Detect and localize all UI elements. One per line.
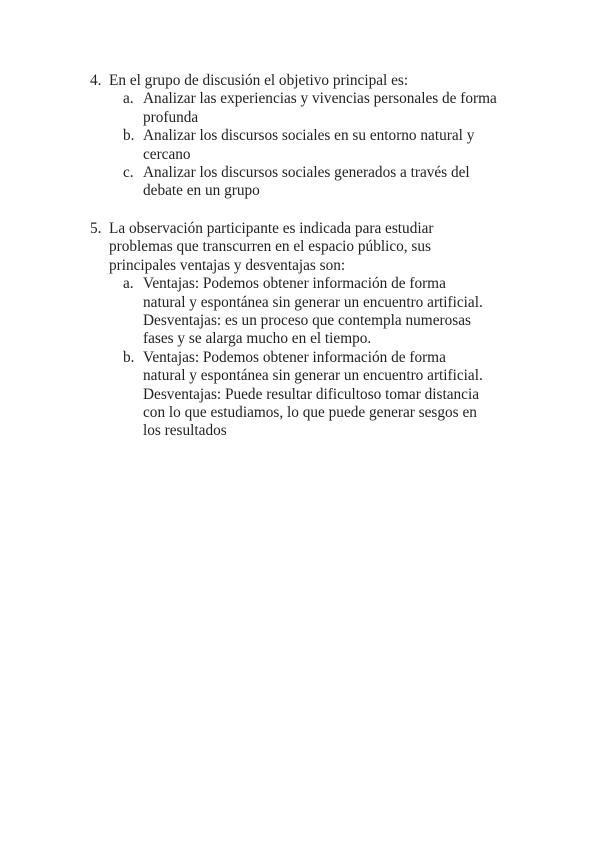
option-text: Analizar las experiencias y vivencias personales de forma profunda [143, 90, 497, 126]
option-item [123, 164, 535, 201]
question-number: 5. [90, 220, 102, 237]
option-text: Analizar los discursos sociales en su entorno natural y cercano [143, 127, 475, 163]
option-letter: c. [123, 164, 134, 182]
option-text: Ventajas: Podemos obtener información de forma natural y espontánea sin generar un encuentro artificial. Desventajas: Puede resultar dificultoso tomar distancia con lo que estudiamos, lo que puede generar sesgos en los resultados [143, 348, 483, 440]
question-4 [90, 72, 535, 201]
option-letter: a. [123, 275, 134, 293]
option-letter: b. [123, 127, 135, 145]
question-stem [90, 220, 535, 275]
option-text: Ventajas: Podemos obtener información de forma natural y espontánea sin generar un encuentro artificial. Desventajas: es un proceso que contempla numerosas fases y se alarga mucho en el tiempo. [143, 275, 483, 348]
option-list [123, 275, 535, 441]
question-text: En el grupo de discusión el objetivo principal es: [109, 72, 409, 89]
option-item [123, 275, 535, 349]
option-text: Analizar los discursos sociales generados a través del debate en un grupo [143, 164, 470, 200]
question-5 [90, 220, 535, 441]
option-item [123, 127, 535, 164]
question-text: La observación participante es indicada para estudiar problemas que transcurren en el espacio público, sus principales ventajas y desventajas son: [109, 220, 434, 274]
question-number: 4. [90, 72, 102, 89]
option-letter: b. [123, 348, 135, 366]
option-letter: a. [123, 90, 134, 108]
option-item [123, 90, 535, 127]
option-item [123, 349, 535, 441]
option-list [123, 90, 535, 200]
question-stem [90, 72, 535, 90]
